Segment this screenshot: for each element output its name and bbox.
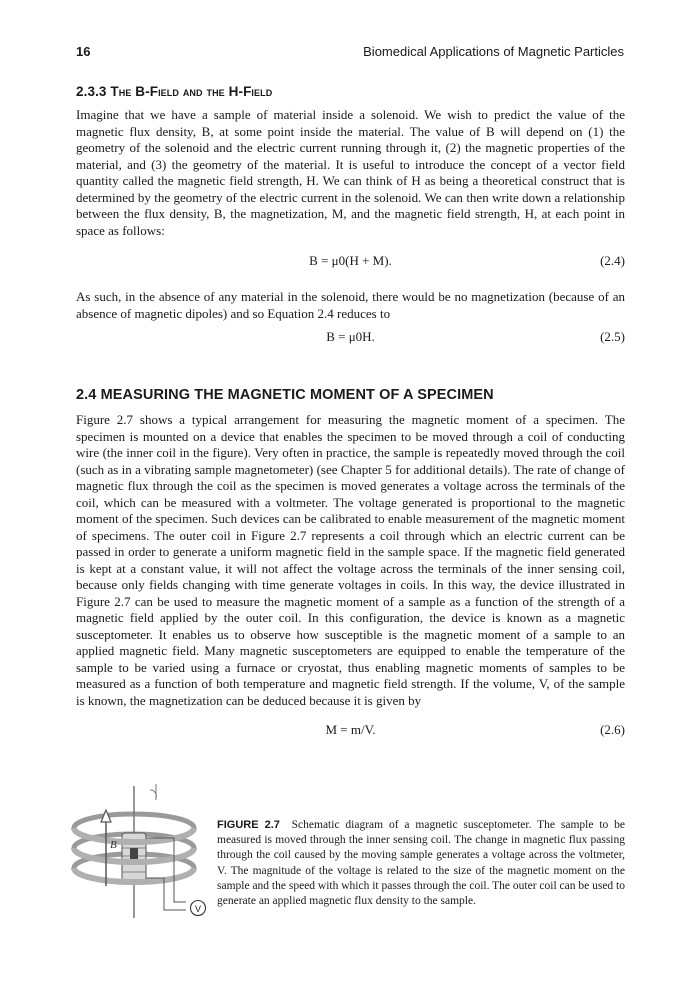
equation-expression: B = μ0H. [326,329,375,344]
paragraph-absence-material: As such, in the absence of any material in the solenoid, there would be no magnetization (because of an absence of magnetic dipoles) and so Equation 2.4 reduces to [76,289,625,321]
page-header [76,44,624,59]
equation-expression: M = m/V. [325,722,376,737]
subsection-heading [76,84,272,99]
equation-number: (2.4) [600,253,625,268]
section-title: MEASURING THE MAGNETIC MOMENT OF A SPECIMEN [100,387,494,403]
susceptometer-diagram [64,778,214,928]
figure-caption-text: Schematic diagram of a magnetic susceptometer. The sample to be measured is moved through the inner sensing coil. The change in magnetic flux passing through the coil caused by the moving sample generates a voltage across the voltmeter, V. The magnitude of the voltage is related to the size of the magnetic moment on the sample and the speed with which it passes through the coil. The outer coil can be used to generate an applied magnetic flux density to the sample. [217,819,625,908]
susceptometer-svg [64,778,214,928]
voltmeter-label: V [194,904,202,914]
paragraph-measuring-moment: Figure 2.7 shows a typical arrangement for measuring the magnetic moment of a specimen. The specimen is mounted on a device that enables the specimen to be moved through a coil of conducting wire (the inner coil in the figure). Very often in practice, the sample is repeatedly moved through the coil (such as in a vibrating sample magnetometer) (see Chapter 5 for additional details). The rate of change of magnetic flux through the coil as the specimen is moved generates a voltage across the terminals of the coil, which can be measured with a voltmeter. The voltage generated is proportional to the magnetic moment of the specimen. Such devices can be calibrated to enable measurement of the magnetic moment of specimens. The outer coil in Figure 2.7 represents a coil through which an electric current can be passed in order to generate a uniform magnetic field in the sample space. If the magnetic field generated is kept at a constant value, it will not affect the voltage across the terminals of the inner sensing coil, because only fields changing with time generate voltages in coils. In this way, the device illustrated in Figure 2.7 can be used to measure the magnetic moment of a sample as a function of the strength of a magnetic field applied by the outer coil. In this configuration, the device is known as a magnetic susceptometer. It enables us to observe how susceptible is the magnetic moment of a sample to an applied magnetic field. Many magnetic susceptometers are equipped to enable the temperature of the sample to be varied using a furnace or cryostat, thus enabling magnetic moments of samples to be measured as a function of both temperature and magnetic field strength. If the volume, V, of the sample is known, the magnetization can be deduced because it is given by [76,412,625,708]
running-title: Biomedical Applications of Magnetic Particles [363,44,624,59]
paragraph-bfield-intro: Imagine that we have a sample of material inside a solenoid. We wish to predict the value of the magnetic flux density, B, at some point inside the material. The value of B will depend on (1) the geometry of the solenoid and the electric current running through it, (2) the magnetic properties of the material, and (3) the geometry of the material. It is useful to introduce the concept of a vector field quantity called the magnetic field strength, H. We can think of H as being a theoretical construct that is determined by the geometry of the electric current in the solenoid. We can then write down a relationship between the flux density, B, the magnetization, M, and the magnetic field strength, H, at each point in space as follows: [76,107,625,238]
subsection-number: 2.3.3 [76,84,107,99]
figure-caption [217,818,625,909]
b-field-label: B [110,839,117,851]
page-number: 16 [76,44,91,59]
section-heading [76,387,494,403]
equation-number: (2.5) [600,329,625,344]
equation-expression: B = μ0(H + M). [309,253,392,268]
section-number: 2.4 [76,387,97,403]
equation-number: (2.6) [600,722,625,737]
figure-caption-label: FIGURE 2.7 [217,819,280,831]
subsection-title: The B-Field and the H-Field [110,84,273,99]
motion-arc [150,790,156,798]
voltmeter-lead-2 [146,838,186,902]
